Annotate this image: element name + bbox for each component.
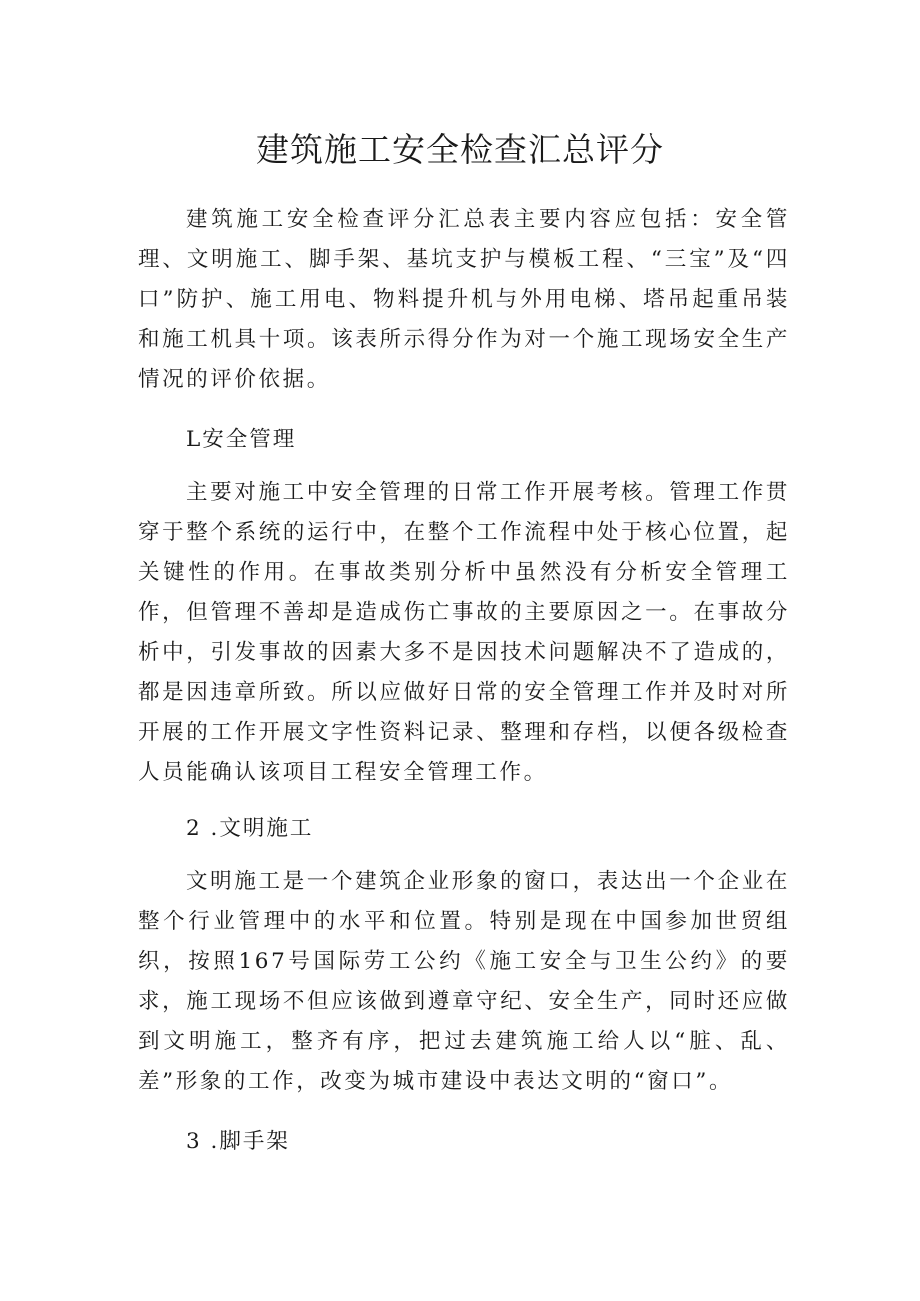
intro-paragraph: 建筑施工安全检查评分汇总表主要内容应包括：安全管理、文明施工、脚手架、基坑支护与模板工程、“三宝”及“四口”防护、施工用电、物料提升机与外用电梯、塔吊起重吊装和施工机具十项。该表所示得分作为对一个施工现场安全生产情况的评价依据。 [138, 207, 790, 392]
document-title: 建筑施工安全检查汇总评分 [256, 130, 664, 169]
section-heading-scaffolding: 3 .脚手架 [186, 1129, 290, 1154]
section-paragraph-safety-management: 主要对施工中安全管理的日常工作开展考核。管理工作贯穿于整个系统的运行中，在整个工作流程中处于核心位置，起关键性的作用。在事故类别分析中虽然没有分析安全管理工作，但管理不善却是造成伤亡事故的主要原因之一。在事故分析中，引发事故的因素大多不是因技术问题解决不了造成的，都是因违章所致。所以应做好日常的安全管理工作并及时对所开展的工作开展文字性资料记录、整理和存档，以便各级检查人员能确认该项目工程安全管理工作。 [138, 480, 790, 785]
section-paragraph-civilized-construction: 文明施工是一个建筑企业形象的窗口，表达出一个企业在整个行业管理中的水平和位置。特别是现在中国参加世贸组织，按照167号国际劳工公约《施工安全与卫生公约》的要求，施工现场不但应该做到遵章守纪、安全生产，同时还应做到文明施工，整齐有序，把过去建筑施工给人以“脏、乱、差”形象的工作，改变为城市建设中表达文明的“窗口”。 [138, 869, 790, 1094]
section-heading-safety-management: L安全管理 [186, 427, 297, 452]
section-heading-civilized-construction: 2 .文明施工 [186, 816, 314, 841]
